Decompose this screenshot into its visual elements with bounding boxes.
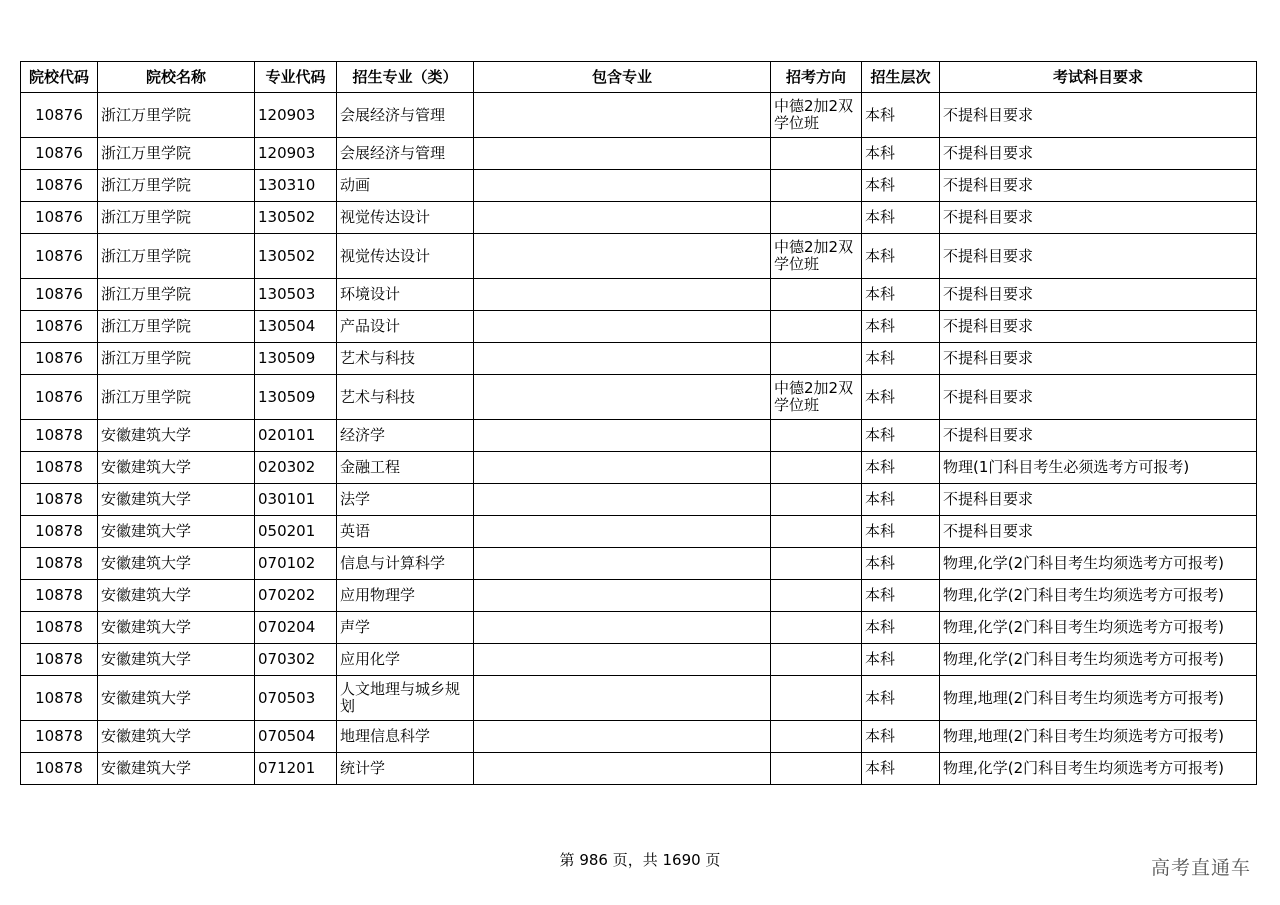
cell-included-majors: [474, 516, 771, 548]
table-row: [21, 279, 1257, 311]
cell-major-name: 动画: [337, 170, 474, 202]
cell-major-code: 070102: [255, 548, 337, 580]
cell-major-name: 英语: [337, 516, 474, 548]
cell-subject-requirements: 不提科目要求: [940, 279, 1257, 311]
cell-school-code: 10876: [21, 279, 98, 311]
cell-subject-requirements: 不提科目要求: [940, 234, 1257, 279]
cell-major-code: 070302: [255, 644, 337, 676]
cell-school-name: 浙江万里学院: [98, 234, 255, 279]
cell-school-code: 10876: [21, 93, 98, 138]
cell-level: 本科: [862, 311, 940, 343]
cell-major-code: 070504: [255, 721, 337, 753]
cell-major-code: 130504: [255, 311, 337, 343]
cell-level: 本科: [862, 721, 940, 753]
cell-school-code: 10878: [21, 484, 98, 516]
cell-school-name: 浙江万里学院: [98, 170, 255, 202]
cell-major-name: 应用化学: [337, 644, 474, 676]
cell-school-name: 安徽建筑大学: [98, 644, 255, 676]
cell-direction: [771, 311, 862, 343]
cell-major-name: 会展经济与管理: [337, 93, 474, 138]
table-row: [21, 170, 1257, 202]
cell-major-code: 030101: [255, 484, 337, 516]
cell-direction: [771, 343, 862, 375]
cell-level: 本科: [862, 279, 940, 311]
cell-level: 本科: [862, 484, 940, 516]
cell-major-name: 经济学: [337, 420, 474, 452]
table-row: [21, 343, 1257, 375]
cell-subject-requirements: 物理,地理(2门科目考生均须选考方可报考): [940, 721, 1257, 753]
cell-level: 本科: [862, 420, 940, 452]
cell-direction: [771, 279, 862, 311]
cell-major-name: 法学: [337, 484, 474, 516]
cell-school-code: 10876: [21, 170, 98, 202]
page-number: 第 986 页，共 1690 页: [559, 851, 721, 869]
cell-included-majors: [474, 279, 771, 311]
cell-school-code: 10878: [21, 753, 98, 785]
cell-direction: [771, 484, 862, 516]
cell-level: 本科: [862, 343, 940, 375]
cell-school-code: 10878: [21, 644, 98, 676]
cell-direction: 中德2加2双学位班: [771, 234, 862, 279]
table-row: [21, 612, 1257, 644]
cell-major-code: 070204: [255, 612, 337, 644]
cell-major-code: 130503: [255, 279, 337, 311]
cell-school-name: 安徽建筑大学: [98, 612, 255, 644]
cell-included-majors: [474, 420, 771, 452]
cell-level: 本科: [862, 676, 940, 721]
cell-major-name: 统计学: [337, 753, 474, 785]
cell-level: 本科: [862, 452, 940, 484]
cell-direction: [771, 644, 862, 676]
cell-direction: [771, 202, 862, 234]
cell-major-code: 120903: [255, 93, 337, 138]
cell-subject-requirements: 物理,地理(2门科目考生均须选考方可报考): [940, 676, 1257, 721]
cell-major-name: 产品设计: [337, 311, 474, 343]
cell-school-code: 10876: [21, 202, 98, 234]
cell-school-code: 10878: [21, 420, 98, 452]
cell-included-majors: [474, 202, 771, 234]
cell-school-name: 安徽建筑大学: [98, 484, 255, 516]
cell-school-code: 10878: [21, 612, 98, 644]
cell-subject-requirements: 物理,化学(2门科目考生均须选考方可报考): [940, 753, 1257, 785]
cell-major-code: 130502: [255, 234, 337, 279]
cell-major-code: 130509: [255, 375, 337, 420]
col-header-subject-requirements: 考试科目要求: [940, 62, 1257, 93]
cell-included-majors: [474, 753, 771, 785]
table-row: [21, 202, 1257, 234]
cell-school-code: 10878: [21, 580, 98, 612]
cell-school-name: 浙江万里学院: [98, 279, 255, 311]
cell-included-majors: [474, 375, 771, 420]
header-row: [21, 62, 1257, 93]
table-row: [21, 676, 1257, 721]
table-row: [21, 375, 1257, 420]
col-header-school-name: 院校名称: [98, 62, 255, 93]
cell-major-code: 070202: [255, 580, 337, 612]
cell-school-name: 浙江万里学院: [98, 202, 255, 234]
cell-major-code: 071201: [255, 753, 337, 785]
cell-school-name: 浙江万里学院: [98, 93, 255, 138]
cell-level: 本科: [862, 234, 940, 279]
cell-included-majors: [474, 721, 771, 753]
cell-major-code: 070503: [255, 676, 337, 721]
cell-subject-requirements: 不提科目要求: [940, 311, 1257, 343]
cell-major-code: 130509: [255, 343, 337, 375]
table-row: [21, 644, 1257, 676]
cell-subject-requirements: 不提科目要求: [940, 375, 1257, 420]
cell-subject-requirements: 不提科目要求: [940, 343, 1257, 375]
col-header-direction: 招考方向: [771, 62, 862, 93]
watermark: 高考直通车: [1150, 857, 1251, 879]
cell-level: 本科: [862, 548, 940, 580]
cell-school-name: 安徽建筑大学: [98, 580, 255, 612]
cell-subject-requirements: 物理,化学(2门科目考生均须选考方可报考): [940, 580, 1257, 612]
cell-subject-requirements: 不提科目要求: [940, 202, 1257, 234]
table-row: [21, 420, 1257, 452]
cell-major-name: 地理信息科学: [337, 721, 474, 753]
cell-included-majors: [474, 138, 771, 170]
cell-level: 本科: [862, 93, 940, 138]
cell-subject-requirements: 物理(1门科目考生必须选考方可报考): [940, 452, 1257, 484]
cell-direction: [771, 516, 862, 548]
cell-major-name: 视觉传达设计: [337, 202, 474, 234]
cell-school-name: 安徽建筑大学: [98, 721, 255, 753]
cell-school-code: 10878: [21, 452, 98, 484]
cell-major-code: 020101: [255, 420, 337, 452]
cell-school-name: 浙江万里学院: [98, 311, 255, 343]
cell-school-name: 浙江万里学院: [98, 138, 255, 170]
cell-level: 本科: [862, 753, 940, 785]
cell-included-majors: [474, 548, 771, 580]
cell-school-name: 浙江万里学院: [98, 375, 255, 420]
cell-school-name: 安徽建筑大学: [98, 452, 255, 484]
cell-school-name: 安徽建筑大学: [98, 676, 255, 721]
cell-school-code: 10876: [21, 138, 98, 170]
table-row: [21, 138, 1257, 170]
cell-level: 本科: [862, 170, 940, 202]
cell-direction: [771, 452, 862, 484]
cell-level: 本科: [862, 375, 940, 420]
cell-direction: [771, 612, 862, 644]
cell-school-code: 10878: [21, 516, 98, 548]
cell-included-majors: [474, 676, 771, 721]
cell-level: 本科: [862, 516, 940, 548]
cell-subject-requirements: 不提科目要求: [940, 93, 1257, 138]
table-row: [21, 311, 1257, 343]
col-header-school-code: 院校代码: [21, 62, 98, 93]
cell-included-majors: [474, 170, 771, 202]
col-header-major: 招生专业（类）: [337, 62, 474, 93]
cell-included-majors: [474, 484, 771, 516]
table-row: [21, 93, 1257, 138]
table-row: [21, 484, 1257, 516]
cell-direction: [771, 138, 862, 170]
cell-direction: [771, 676, 862, 721]
table-body: [21, 93, 1257, 785]
cell-subject-requirements: 不提科目要求: [940, 484, 1257, 516]
table-row: [21, 548, 1257, 580]
cell-school-name: 安徽建筑大学: [98, 516, 255, 548]
cell-included-majors: [474, 452, 771, 484]
cell-school-code: 10876: [21, 234, 98, 279]
cell-school-code: 10876: [21, 343, 98, 375]
cell-direction: 中德2加2双学位班: [771, 93, 862, 138]
cell-subject-requirements: 不提科目要求: [940, 170, 1257, 202]
cell-school-code: 10878: [21, 548, 98, 580]
cell-school-name: 安徽建筑大学: [98, 420, 255, 452]
cell-included-majors: [474, 93, 771, 138]
cell-school-name: 安徽建筑大学: [98, 548, 255, 580]
cell-direction: [771, 548, 862, 580]
cell-major-name: 声学: [337, 612, 474, 644]
cell-subject-requirements: 物理,化学(2门科目考生均须选考方可报考): [940, 644, 1257, 676]
cell-major-name: 应用物理学: [337, 580, 474, 612]
cell-subject-requirements: 不提科目要求: [940, 516, 1257, 548]
cell-level: 本科: [862, 202, 940, 234]
cell-school-name: 安徽建筑大学: [98, 753, 255, 785]
cell-major-name: 信息与计算科学: [337, 548, 474, 580]
table-row: [21, 721, 1257, 753]
cell-major-code: 120903: [255, 138, 337, 170]
admissions-table: [20, 61, 1257, 785]
col-header-included-majors: 包含专业: [474, 62, 771, 93]
cell-major-name: 金融工程: [337, 452, 474, 484]
cell-school-code: 10876: [21, 311, 98, 343]
cell-school-code: 10876: [21, 375, 98, 420]
cell-included-majors: [474, 234, 771, 279]
cell-included-majors: [474, 644, 771, 676]
col-header-level: 招生层次: [862, 62, 940, 93]
cell-direction: [771, 170, 862, 202]
cell-major-name: 视觉传达设计: [337, 234, 474, 279]
cell-subject-requirements: 不提科目要求: [940, 420, 1257, 452]
cell-major-name: 人文地理与城乡规划: [337, 676, 474, 721]
cell-direction: [771, 753, 862, 785]
cell-included-majors: [474, 580, 771, 612]
cell-direction: 中德2加2双学位班: [771, 375, 862, 420]
cell-school-name: 浙江万里学院: [98, 343, 255, 375]
table-row: [21, 452, 1257, 484]
cell-level: 本科: [862, 612, 940, 644]
cell-direction: [771, 721, 862, 753]
cell-major-name: 环境设计: [337, 279, 474, 311]
cell-major-code: 020302: [255, 452, 337, 484]
table-row: [21, 580, 1257, 612]
cell-major-code: 130310: [255, 170, 337, 202]
cell-level: 本科: [862, 580, 940, 612]
cell-major-name: 艺术与科技: [337, 343, 474, 375]
cell-school-code: 10878: [21, 676, 98, 721]
cell-major-name: 艺术与科技: [337, 375, 474, 420]
cell-school-code: 10878: [21, 721, 98, 753]
cell-included-majors: [474, 343, 771, 375]
table-row: [21, 753, 1257, 785]
cell-included-majors: [474, 612, 771, 644]
cell-level: 本科: [862, 138, 940, 170]
table-row: [21, 234, 1257, 279]
cell-major-code: 130502: [255, 202, 337, 234]
cell-direction: [771, 420, 862, 452]
cell-included-majors: [474, 311, 771, 343]
cell-major-name: 会展经济与管理: [337, 138, 474, 170]
cell-subject-requirements: 物理,化学(2门科目考生均须选考方可报考): [940, 612, 1257, 644]
cell-direction: [771, 580, 862, 612]
table-row: [21, 516, 1257, 548]
cell-subject-requirements: 物理,化学(2门科目考生均须选考方可报考): [940, 548, 1257, 580]
cell-subject-requirements: 不提科目要求: [940, 138, 1257, 170]
cell-level: 本科: [862, 644, 940, 676]
col-header-major-code: 专业代码: [255, 62, 337, 93]
cell-major-code: 050201: [255, 516, 337, 548]
